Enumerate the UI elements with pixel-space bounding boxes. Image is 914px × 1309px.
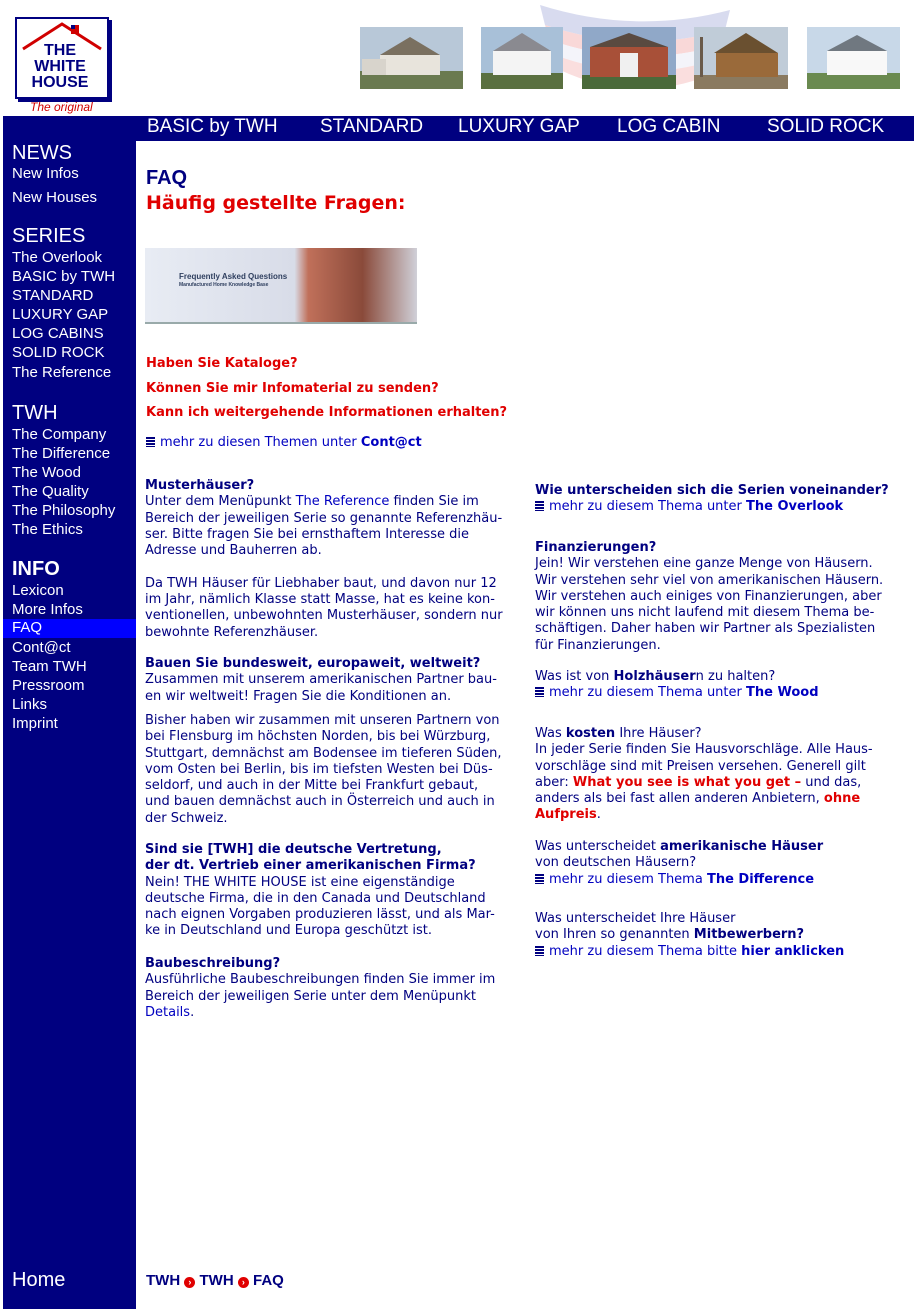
text: für Finanzierungen. [535,637,661,653]
faq-left-column [145,842,495,940]
sidebar-item-the-wood[interactable]: The Wood [12,464,81,481]
sidebar-item-the-overlook[interactable]: The Overlook [12,249,103,266]
text: schäftigen. Daher haben wir Partner als Spezialisten [535,621,876,637]
text: Was unterscheidet Ihre Häuser [535,911,736,926]
the-overlook-link[interactable]: The Overlook [746,499,844,515]
list-bullet-icon [535,874,544,884]
text: Wir verstehen sehr viel von amerikanischen Häusern. [535,572,884,588]
text: ohne [823,791,861,807]
banner-caption: Frequently Asked Questions [179,272,288,281]
faq-banner-image [145,248,417,324]
sidebar-item-the-ethics[interactable]: The Ethics [12,521,83,538]
faq-left-column [145,478,503,641]
sidebar-item-standard[interactable]: STANDARD [12,287,94,304]
text: anders als bei fast allen anderen Anbietern, [535,791,820,807]
sidebar-item-imprint[interactable]: Imprint [12,715,58,732]
click-here-link[interactable]: hier anklicken [741,943,845,959]
more-text: mehr zu diesem Thema unter [549,685,742,701]
more-text: mehr zu diesem Thema [549,871,703,887]
text: Holzhäuser [613,669,696,684]
question-further-info: Kann ich weitergehende Informationen erhalten? [146,405,508,420]
text: deutsche Firma, die in den Canada und Deutschland [145,890,486,906]
text: In jeder Serie finden Sie Hausvorschläge. Alle Haus- [535,742,873,758]
text: Zusammen mit unserem amerikanischen Partner bau- [145,672,497,688]
house-photo[interactable] [807,27,900,89]
text: Stuttgart, demnächst am Bodensee im tieferen Süden, [145,745,502,761]
text: What you see is what you get – [572,774,802,790]
breadcrumb-twh[interactable]: TWH [146,1272,181,1289]
text: Was ist von [535,669,610,684]
sidebar-heading-twh: TWH [12,402,58,424]
sidebar-item-new-infos[interactable]: New Infos [12,165,79,182]
text: Was [535,726,562,741]
faq-right-column [535,669,819,702]
sidebar-item-faq[interactable]: FAQ [3,619,136,638]
sidebar-heading-series: SERIES [12,225,86,247]
page-subtitle: Häufig gestellte Fragen: [146,192,406,214]
details-link[interactable]: Details [145,1004,191,1020]
breadcrumb [146,1272,284,1289]
question-title: Bauen Sie bundesweit, europaweit, weltweit? [145,656,481,671]
text: Jein! Wir verstehen eine ganze Menge von Häusern. [535,556,873,572]
question-title: Musterhäuser? [145,478,255,493]
question-title: Finanzierungen? [535,540,657,555]
sidebar-item-luxury-gap[interactable]: LUXURY GAP [12,306,109,323]
text: en wir weltweit! Fragen Sie die Konditionen an. [145,688,452,704]
sidebar-item-contact[interactable]: Cont@ct [12,639,71,656]
text: Bereich der jeweiligen Serie unter dem Menüpunkt [145,988,477,1004]
faq-right-column [535,726,873,824]
breadcrumb-faq[interactable]: FAQ [253,1272,284,1289]
logo-text: THE WHITE HOUSE [31,42,89,91]
faq-right-column [535,540,883,654]
question-title: Baubeschreibung? [145,956,281,971]
text: Ihre Häuser? [619,726,702,741]
question-title: Wie unterscheiden sich die Serien voneinander? [535,483,889,498]
text: Da TWH Häuser für Liebhaber baut, und davon nur 12 [145,575,497,591]
topnav-luxury-gap[interactable]: LUXURY GAP [458,116,580,137]
sidebar-item-solid-rock[interactable]: SOLID ROCK [12,344,105,361]
text: ser. Bitte fragen Sie bei ernsthaftem Interesse die [145,526,469,542]
sidebar-item-links[interactable]: Links [12,696,48,713]
sidebar-item-the-reference[interactable]: The Reference [12,364,112,381]
text: von Ihren so genannten [535,927,690,943]
question-infomaterial: Können Sie mir Infomaterial zu senden? [146,381,439,396]
sidebar-home-link[interactable]: Home [12,1269,66,1291]
text: im Jahr, nämlich Klasse statt Masse, hat es keine kon- [145,592,495,608]
text: Unter dem Menüpunkt [145,494,292,510]
list-bullet-icon [146,437,155,447]
sidebar-item-more-infos[interactable]: More Infos [12,601,83,618]
sidebar-item-log-cabins[interactable]: LOG CABINS [12,325,104,342]
sidebar-item-basic-by-twh[interactable]: BASIC by TWH [12,268,116,285]
sidebar-item-the-quality[interactable]: The Quality [12,483,89,500]
text: . [596,807,601,823]
text: Was unterscheidet [535,839,656,854]
text: von deutschen Häusern? [535,855,697,871]
text: n zu halten? [695,669,776,684]
more-text: mehr zu diesem Thema bitte [549,943,737,959]
breadcrumb-twh[interactable]: TWH [199,1272,234,1289]
sidebar-heading-news: NEWS [12,142,72,164]
arrow-circle-icon: › [184,1277,195,1288]
house-photo[interactable] [481,27,563,89]
sidebar-item-lexicon[interactable]: Lexicon [12,582,64,599]
text: der Schweiz. [145,810,228,826]
topnav-standard[interactable]: STANDARD [320,116,424,137]
faq-left-column [145,956,495,1021]
text: vorschläge sind mit Preisen versehen. Generell gilt [535,758,866,774]
question-catalogs: Haben Sie Kataloge? [146,356,298,371]
sidebar [3,116,136,1309]
text: amerikanische Häuser [660,839,824,854]
question-title: der dt. Vertrieb einer amerikanischen Firma? [145,858,476,874]
text: aber: [535,774,569,790]
text: und das, [805,774,862,790]
topnav-log-cabin[interactable]: LOG CABIN [617,116,721,137]
sidebar-heading-info: INFO [12,558,60,580]
text: Mitbewerbern? [693,927,805,943]
text: finden Sie im [393,494,479,510]
more-text: mehr zu diesem Thema unter [549,499,742,515]
text: und bauen demnächst auch in Österreich und auch in [145,794,495,810]
house-photo[interactable] [694,27,788,89]
text: bei Flensburg im höchsten Norden, bis bei Würzburg, [145,729,491,745]
top-navigation [136,116,914,141]
the-wood-link[interactable]: The Wood [746,685,819,701]
question-title: Sind sie [TWH] die deutsche Vertretung, [145,842,442,857]
more-prefix-text: mehr zu diesen Themen unter [160,435,357,450]
banner-caption-sub: Manufactured Home Knowledge Base [179,282,269,288]
page-title: FAQ [146,167,188,189]
topnav-basic-by-twh[interactable]: BASIC by TWH [147,116,278,137]
arrow-circle-icon: › [238,1277,249,1288]
text: Bereich der jeweiligen Serie so genannte Referenzhäu- [145,510,503,526]
text: ke in Deutschland und Europa geschützt ist. [145,923,432,939]
text: vom Osten bei Berlin, bis im tiefsten Westen bei Düs- [145,761,493,777]
faq-right-column [535,483,889,516]
list-bullet-icon [535,501,544,511]
sidebar-item-new-houses[interactable]: New Houses [12,189,98,206]
list-bullet-icon [535,687,544,697]
faq-left-column [145,713,501,827]
text: ventionellen, unbewohnten Musterhäuser, sondern nur [145,608,503,624]
topnav-solid-rock[interactable]: SOLID ROCK [767,116,885,137]
house-photo[interactable] [360,27,463,89]
faq-right-column [535,911,844,960]
house-photo[interactable] [582,27,676,89]
text: Nein! THE WHITE HOUSE ist eine eigenständige [145,874,455,890]
sidebar-item-the-philosophy[interactable]: The Philosophy [12,502,116,519]
text: Ausführliche Baubeschreibungen finden Sie immer im [145,972,496,988]
more-topics-contact [146,435,422,451]
the-reference-link[interactable]: The Reference [295,494,390,510]
sidebar-item-pressroom[interactable]: Pressroom [12,677,85,694]
contact-link[interactable]: Cont@ct [360,435,422,450]
text: wir können uns nicht laufend mit diesem Thema be- [535,605,875,621]
text: bewohnte Referenzhäuser. [145,624,319,640]
faq-left-column [145,656,497,705]
text: Adresse und Bauherren ab. [145,543,322,559]
text: kosten [565,726,616,741]
sidebar-item-the-company[interactable]: The Company [12,426,107,443]
the-difference-link[interactable]: The Difference [706,871,815,887]
list-bullet-icon [535,946,544,956]
logo-tagline: The original [30,100,93,114]
text: nach eignen Vorgaben produzieren lässt, und als Mar- [145,907,495,923]
text: Aufpreis [535,807,597,823]
sidebar-item-team-twh[interactable]: Team TWH [12,658,87,675]
text: seldorf, und auch in der Mitte bei Frankfurt gebaut, [145,778,479,794]
text: . [190,1004,195,1020]
text: Wir verstehen auch einiges von Finanzierungen, aber [535,588,882,604]
faq-right-column [535,839,823,888]
sidebar-item-the-difference[interactable]: The Difference [12,445,111,462]
text: Bisher haben wir zusammen mit unseren Partnern von [145,713,500,728]
